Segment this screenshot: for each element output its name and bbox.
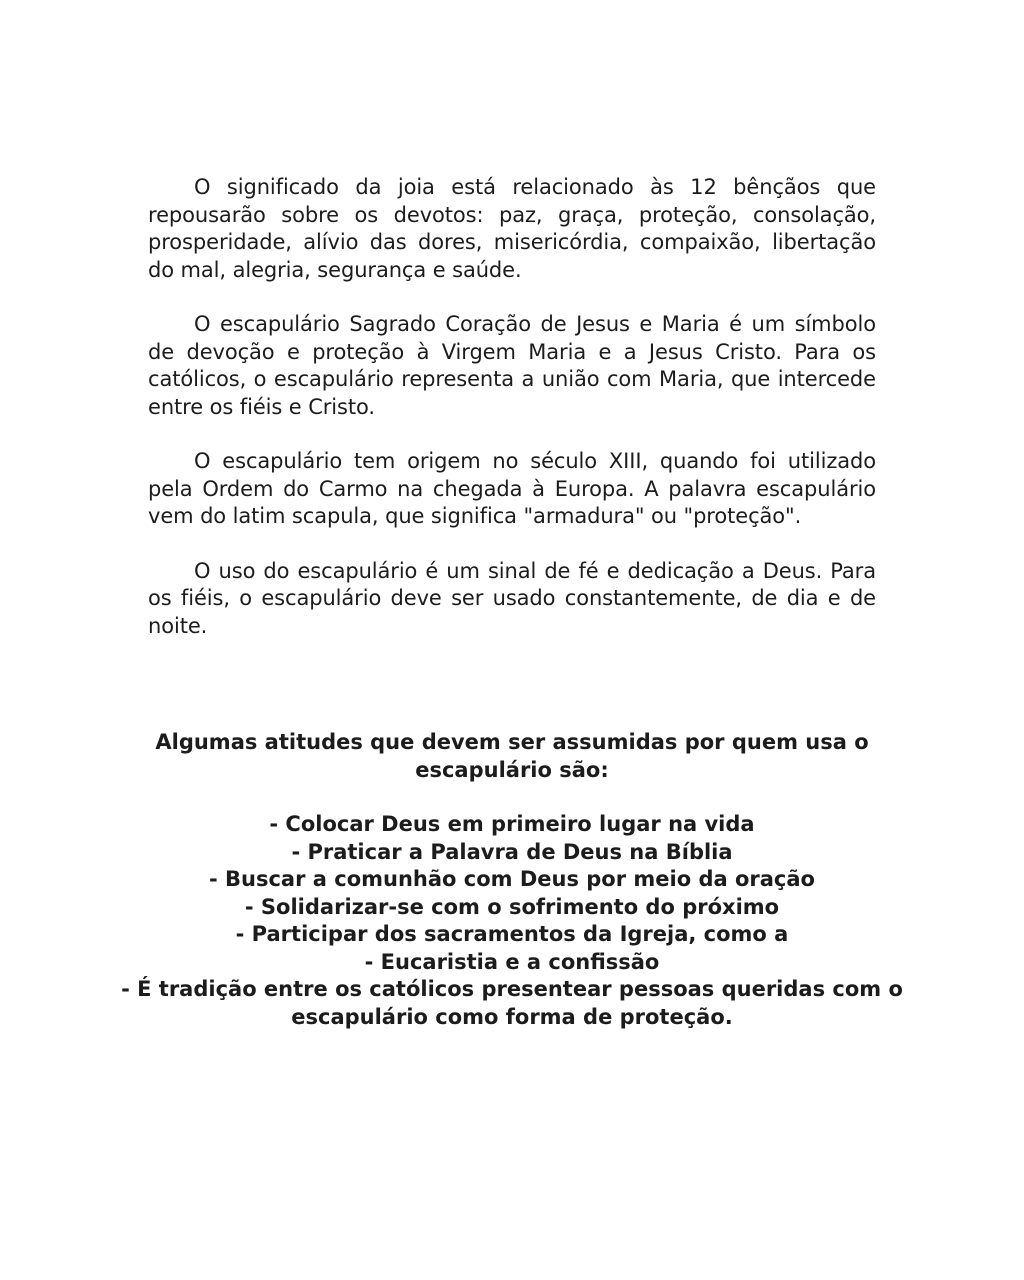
attitude-item: - É tradição entre os católicos presentear pessoas queridas com o escapulário como forma de proteção. <box>121 977 903 1029</box>
paragraph-blessings: O significado da joia está relacionado às 12 bênçãos que repousarão sobre os devotos: paz, graça, proteção, consolação, prosperidade, alívio das dores, misericórdia, compaixão, libertação do mal, alegria, segurança e saúde. <box>148 175 876 282</box>
document-body <box>148 174 876 667</box>
attitude-item: - Solidarizar-se com o sofrimento do próximo <box>244 894 780 919</box>
attitude-item: - Participar dos sacramentos da Igreja, como a <box>235 922 789 946</box>
paragraph-symbol: O escapulário Sagrado Coração de Jesus e Maria é um símbolo de devoção e proteção à Virgem Maria e a Jesus Cristo. Para os católicos, o escapulário representa a união com Maria, que intercede entre os fiéis e Cristo. <box>148 312 876 419</box>
attitudes-heading: Algumas atitudes que devem ser assumidas por quem usa o escapulário são: <box>155 730 869 782</box>
attitudes-list <box>120 811 904 1031</box>
paragraph-usage: O uso do escapulário é um sinal de fé e dedicação a Deus. Para os fiéis, o escapulário deve ser usado constantemente, de dia e de noite. <box>148 558 876 638</box>
attitude-item: - Buscar a comunhão com Deus por meio da oração <box>209 867 815 891</box>
attitude-item: - Colocar Deus em primeiro lugar na vida <box>269 812 755 836</box>
attitudes-section <box>120 729 904 1031</box>
attitude-item: - Praticar a Palavra de Deus na Bíblia <box>291 839 733 864</box>
paragraph-origin: O escapulário tem origem no século XIII, quando foi utilizado pela Ordem do Carmo na chegada à Europa. A palavra escapulário vem do latim scapula, que significa "armadura" ou "proteção". <box>148 449 876 528</box>
attitude-item: - Eucaristia e a confissão <box>364 949 660 974</box>
